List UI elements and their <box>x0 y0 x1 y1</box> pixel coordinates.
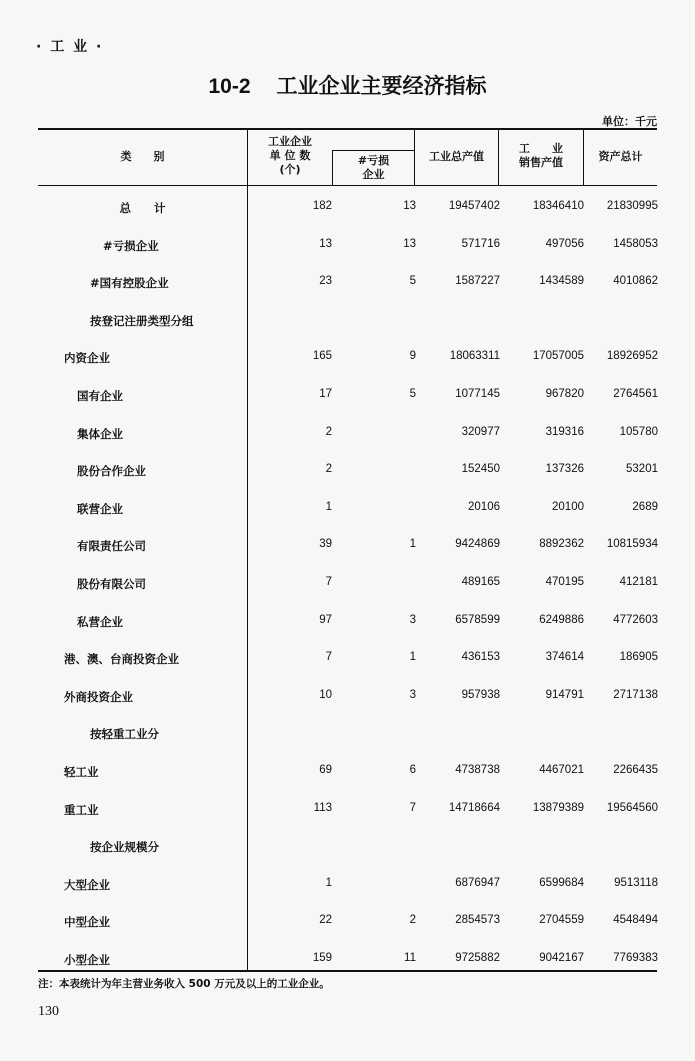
cell-sales: 6249886 <box>539 614 584 626</box>
row-label: 小型企业 <box>64 953 110 967</box>
cell-output: 152450 <box>461 463 500 475</box>
cell-loss: 11 <box>404 952 416 964</box>
loss-header-rule <box>332 150 414 151</box>
cell-output: 19457402 <box>448 200 500 212</box>
row-label: 集体企业 <box>77 427 123 441</box>
row-label: 内资企业 <box>64 351 110 365</box>
header-units-line1: 工业企业 <box>268 135 312 148</box>
cell-sales: 470195 <box>545 576 584 588</box>
cell-sales: 6599684 <box>539 877 584 889</box>
cell-sales: 2704559 <box>539 914 584 926</box>
cell-assets: 4772603 <box>613 614 658 626</box>
row-label: 股份合作企业 <box>77 464 146 478</box>
cell-loss: 13 <box>403 200 416 212</box>
row-label: #亏损企业 <box>103 239 159 253</box>
table-top-rule <box>38 128 657 130</box>
cell-assets: 53201 <box>626 463 658 475</box>
row-label: 大型企业 <box>64 878 110 892</box>
table-title: 工业企业主要经济指标 <box>276 74 487 98</box>
cell-output: 571716 <box>461 238 500 250</box>
cell-assets: 1458053 <box>613 238 658 250</box>
row-label: 按登记注册类型分组 <box>90 314 194 328</box>
cell-sales: 18346410 <box>532 200 584 212</box>
cell-units: 7 <box>325 576 332 588</box>
row-label: 中型企业 <box>64 915 110 929</box>
cell-loss: 7 <box>409 802 416 814</box>
cell-assets: 7769383 <box>613 952 658 964</box>
row-label: 总 计 <box>119 201 166 215</box>
cell-sales: 914791 <box>545 689 584 701</box>
row-label: 港、澳、台商投资企业 <box>64 652 179 666</box>
footnote: 注：本表统计为年主营业务收入 500 万元及以上的工业企业。 <box>38 978 330 990</box>
header-category: 类 别 <box>120 150 165 163</box>
table-bottom-rule <box>38 970 657 972</box>
cell-sales: 17057005 <box>532 350 584 362</box>
cell-units: 10 <box>319 689 332 701</box>
section-label: · 工 业 · <box>36 39 104 55</box>
cell-output: 14718664 <box>448 802 500 814</box>
cell-output: 957938 <box>461 689 500 701</box>
table-number: 10-2 <box>208 75 251 98</box>
cell-assets: 105780 <box>619 426 658 438</box>
cell-output: 1587227 <box>455 275 500 287</box>
header-loss-line2: 企业 <box>362 168 385 181</box>
cell-sales: 1434589 <box>539 275 584 287</box>
cell-assets: 21830995 <box>606 200 658 212</box>
cell-loss: 3 <box>409 689 416 701</box>
header-sales <box>499 142 583 170</box>
cell-assets: 18926952 <box>606 350 658 362</box>
cell-units: 17 <box>319 388 332 400</box>
cell-output: 4738738 <box>455 764 500 776</box>
cell-output: 2854573 <box>455 914 500 926</box>
row-label: 轻工业 <box>64 765 99 779</box>
cell-sales: 4467021 <box>539 764 584 776</box>
cell-sales: 374614 <box>545 651 584 663</box>
row-label: 按轻重工业分 <box>90 727 159 741</box>
cell-units: 7 <box>325 651 332 663</box>
header-loss <box>333 154 414 182</box>
cell-output: 6578599 <box>455 614 500 626</box>
page-number: 130 <box>38 1004 59 1019</box>
row-label: 有限责任公司 <box>77 539 146 553</box>
cell-output: 6876947 <box>455 877 500 889</box>
cell-assets: 2764561 <box>613 388 658 400</box>
cell-loss: 13 <box>403 238 416 250</box>
cell-output: 18063311 <box>449 350 500 362</box>
cell-assets: 2717138 <box>613 689 658 701</box>
row-label: 股份有限公司 <box>77 577 146 591</box>
cell-units: 165 <box>312 350 332 362</box>
header-units <box>248 135 332 177</box>
header-units-line2: 单 位 数 <box>269 149 311 162</box>
header-output: 工业总产值 <box>429 150 484 163</box>
cell-output: 9424869 <box>455 538 500 550</box>
row-label: 联营企业 <box>77 502 123 516</box>
cell-sales: 13879389 <box>532 802 584 814</box>
cell-output: 20106 <box>468 501 500 513</box>
cell-output: 489165 <box>461 576 500 588</box>
cell-assets: 2689 <box>632 501 658 513</box>
cell-assets: 412181 <box>619 576 658 588</box>
stub-divider <box>247 186 248 970</box>
cell-assets: 9513118 <box>614 877 658 889</box>
cell-assets: 10815934 <box>606 538 658 550</box>
row-label: #国有控股企业 <box>90 276 169 290</box>
cell-loss: 1 <box>409 651 416 663</box>
cell-output: 1077145 <box>455 388 500 400</box>
unit-label: 单位：千元 <box>602 115 657 128</box>
cell-assets: 19564560 <box>606 802 658 814</box>
header-units-line3: (个) <box>279 163 301 176</box>
cell-assets: 186905 <box>619 651 658 663</box>
header-assets: 资产总计 <box>598 150 643 163</box>
cell-sales: 137326 <box>545 463 584 475</box>
cell-sales: 20100 <box>552 501 584 513</box>
cell-sales: 497056 <box>545 238 584 250</box>
header-sales-line1: 工 业 <box>519 142 563 155</box>
cell-units: 113 <box>313 802 332 814</box>
cell-units: 23 <box>319 275 332 287</box>
cell-units: 1 <box>325 877 332 889</box>
row-label: 重工业 <box>64 803 99 817</box>
cell-assets: 4548494 <box>613 914 658 926</box>
page-title <box>0 70 695 100</box>
cell-units: 97 <box>319 614 332 626</box>
header-bottom-rule <box>38 185 657 186</box>
cell-units: 2 <box>325 463 332 475</box>
cell-loss: 3 <box>409 614 416 626</box>
cell-loss: 6 <box>409 764 416 776</box>
cell-units: 1 <box>325 501 332 513</box>
cell-units: 182 <box>312 200 332 212</box>
cell-output: 436153 <box>461 651 500 663</box>
cell-loss: 1 <box>409 538 416 550</box>
cell-loss: 5 <box>409 388 416 400</box>
cell-assets: 4010862 <box>613 275 658 287</box>
header-sales-line2: 销售产值 <box>519 156 563 169</box>
cell-units: 2 <box>325 426 332 438</box>
header-loss-line1: #亏损 <box>357 154 390 167</box>
row-label: 外商投资企业 <box>64 690 133 704</box>
cell-loss: 5 <box>409 275 416 287</box>
cell-units: 22 <box>319 914 332 926</box>
cell-units: 13 <box>319 238 332 250</box>
row-label: 私营企业 <box>77 615 123 629</box>
row-label: 按企业规模分 <box>90 840 159 854</box>
cell-units: 39 <box>319 538 332 550</box>
cell-sales: 9042167 <box>539 952 584 964</box>
cell-loss: 9 <box>409 350 416 362</box>
cell-output: 9725882 <box>455 952 500 964</box>
cell-loss: 2 <box>409 914 416 926</box>
cell-sales: 8892362 <box>539 538 584 550</box>
cell-units: 69 <box>319 764 332 776</box>
row-label: 国有企业 <box>77 389 123 403</box>
cell-sales: 319316 <box>545 426 584 438</box>
cell-sales: 967820 <box>545 388 584 400</box>
cell-output: 320977 <box>461 426 500 438</box>
cell-assets: 2266435 <box>613 764 658 776</box>
cell-units: 159 <box>312 952 332 964</box>
